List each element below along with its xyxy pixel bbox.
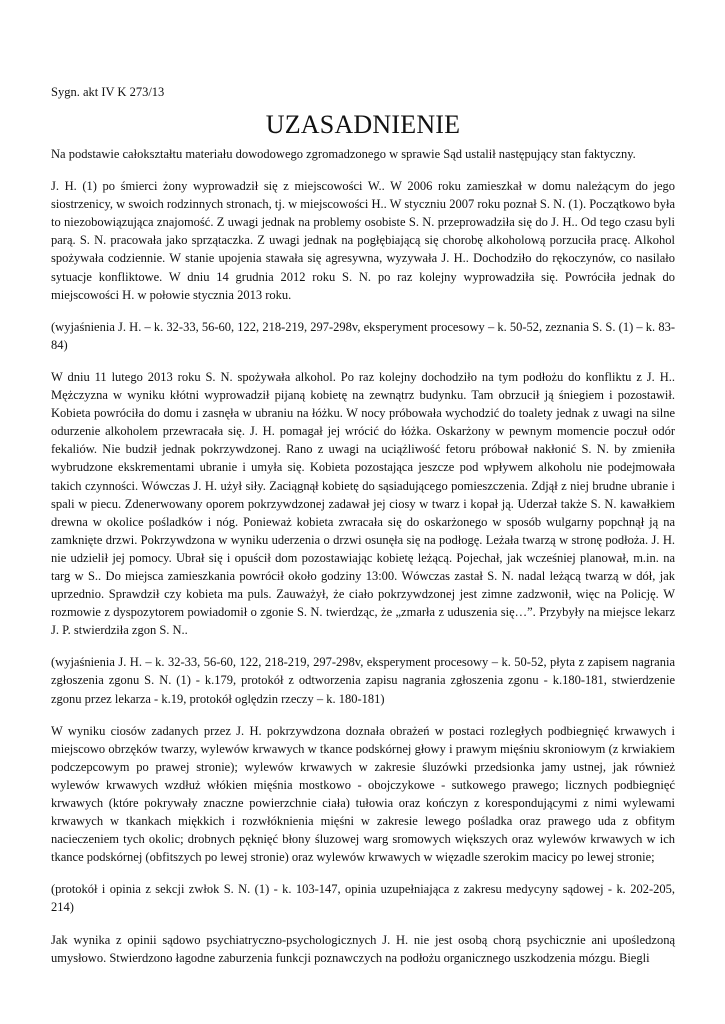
paragraph-intro: Na podstawie całokształtu materiału dowodowego zgromadzonego w sprawie Sąd ustalił następujący stan faktyczny. <box>51 147 636 161</box>
paragraph-evidence-1: (wyjaśnienia J. H. – k. 32-33, 56-60, 122, 218-219, 297-298v, eksperyment procesowy – k. 50-52, zeznania S. S. (1) – k. 83-84) <box>51 319 675 352</box>
paragraph-evidence-3: (protokół i opinia z sekcji zwłok S. N. (1) - k. 103-147, opinia uzupełniająca z zakresu medycyny sądowej - k. 202-205, 214) <box>51 882 675 915</box>
paragraph-background: J. H. (1) po śmierci żony wyprowadził się z miejscowości W.. W 2006 roku zamieszkał w domu należącym do jego siostrzenicy, w swoich rodzinnych stronach, tj. w miejscowości H.. W styczniu 2007 roku poznał S. N. (1). Początkowo była to niezobowiązująca znajomość. Z uwagi jednak na problemy osobiste S. N. przeprowadziła się do J. H.. Od tego czasu byli parą. S. N. pracowała jako sprzątaczka. Z uwagi jednak na pogłębiającą się chorobę alkoholową porzuciła pracę. Alkohol spożywała codziennie. W stanie upojenia stawała się agresywna, wyzywała J. H.. Dochodziło do rękoczynów, co nasilało sytuacje konfliktowe. W dniu 14 grudnia 2012 roku S. N. po raz kolejny wyprowadziła się. Powróciła jednak do miejscowości H. w połowie stycznia 2013 roku. <box>51 179 675 302</box>
document-page <box>51 84 675 981</box>
paragraph-psychiatric-opinion: Jak wynika z opinii sądowo psychiatryczno-psychologicznych J. H. nie jest osobą chorą psychicznie ani upośledzoną umysłowo. Stwierdzono łagodne zaburzenia funkcji poznawczych na podłożu organicznego uszkodzenia mózgu. Biegli <box>51 932 675 965</box>
case-number: Sygn. akt IV K 273/13 <box>51 85 165 99</box>
paragraph-events: W dniu 11 lutego 2013 roku S. N. spożywała alkohol. Po raz kolejny dochodziło na tym podłożu do konfliktu z J. H.. Mężczyzna w wyniku kłótni wyprowadził pijaną kobietę na zewnątrz budynku. Tam obrzucił ją śniegiem i pozostawił. Kobieta powróciła do domu i zasnęła w ubraniu na łóżku. W nocy próbowała wychodzić do toalety jednak z uwagi na silne odurzenie alkoholem przewracała się. J. H. pomagał jej wrócić do łóżka. Oskarżony w pewnym momencie poczuł odór fekaliów. Nie budził jednak pokrzywdzonej. Rano z uwagi na uciążliwość fetoru próbował nakłonić S. N. by zmieniła wybrudzone ekskrementami ubranie i umyła się. Kobieta pozostająca jeszcze pod wpływem alkoholu nie podejmowała takich czynności. Wówczas J. H. użył siły. Zaciągnął kobietę do sąsiadującego pomieszczenia. Zdjął z niej brudne ubranie i spali w piecu. Zdenerwowany oporem pokrzywdzonej zadawał jej ciosy w twarz i kopał ją. Uderzał także S. N. kawałkiem drewna w okolice pośladków i nóg. Ponieważ kobieta zwracała się do oskarżonego w sposób wulgarny popchnął ją na zamknięte drzwi. Pokrzywdzona w wyniku uderzenia o drzwi osunęła się na podłogę. Leżała twarzą w stronę podłoża. J. H. nie udzielił jej pomocy. Ubrał się i opuścił dom pozostawiając kobietę leżącą. Pojechał, jak wcześniej planował, m.in. na targ w S.. Do miejsca zamieszkania powrócił około godziny 13:00. Wówczas zastał S. N. nadal leżącą twarzą w dół, jak uprzednio. Sprawdził czy kobieta ma puls. Zauważył, że ciało pokrzywdzonej jest zimne zadzwonił, więc na Policję. W rozmowie z dyspozytorem powiadomił o zgonie S. N. twierdząc, że „zmarła z uduszenia się…”. Przybyły na miejsce lekarz J. P. stwierdziła zgon S. N.. <box>51 369 675 638</box>
paragraph-injuries: W wyniku ciosów zadanych przez J. H. pokrzywdzona doznała obrażeń w postaci rozległych podbiegnięć krwawych i miejscowo obrzęków twarzy, wylewów krwawych w tkance podskórnej głowy i prawym mięśniu skroniowym (z krwiakiem podczepcowym po prawej stronie); wylewów krwawych w zakresie śluzówki przedsionka jamy ustnej, jak również wylewów krwawych wzdłuż włókien mięśnia mostkowo - obojczykowe - sutkowego prawego; licznych podbiegnięć krwawych (które pokrywały znaczne powierzchnie ciała) tułowia oraz kończyn z korespondującymi z nimi wylewami krwawych w tkankach miękkich i rozwłóknienia mięśni w zakresie lewego pośladka oraz prawego uda z obfitym nacieczeniem tych okolic; drobnych pęknięć błony śluzowej warg sromowych większych oraz wylewów krwawych w ich tkance podskórnej (obfitszych po lewej stronie) oraz wylewów krwawych w więzadle szerokim macicy po lewej stronie; <box>51 723 675 865</box>
document-title: UZASADNIENIE <box>265 110 461 139</box>
paragraph-evidence-2: (wyjaśnienia J. H. – k. 32-33, 56-60, 122, 218-219, 297-298v, eksperyment procesowy – k. 50-52, płyta z zapisem nagrania zgłoszenia zgonu S. N. (1) - k.179, protokół z odtworzenia zapisu nagrania zgłoszenia zgonu - k.180-181, stwierdzenie zgonu przez lekarza - k.19, protokół oględzin rzeczy – k. 180-181) <box>51 655 675 706</box>
